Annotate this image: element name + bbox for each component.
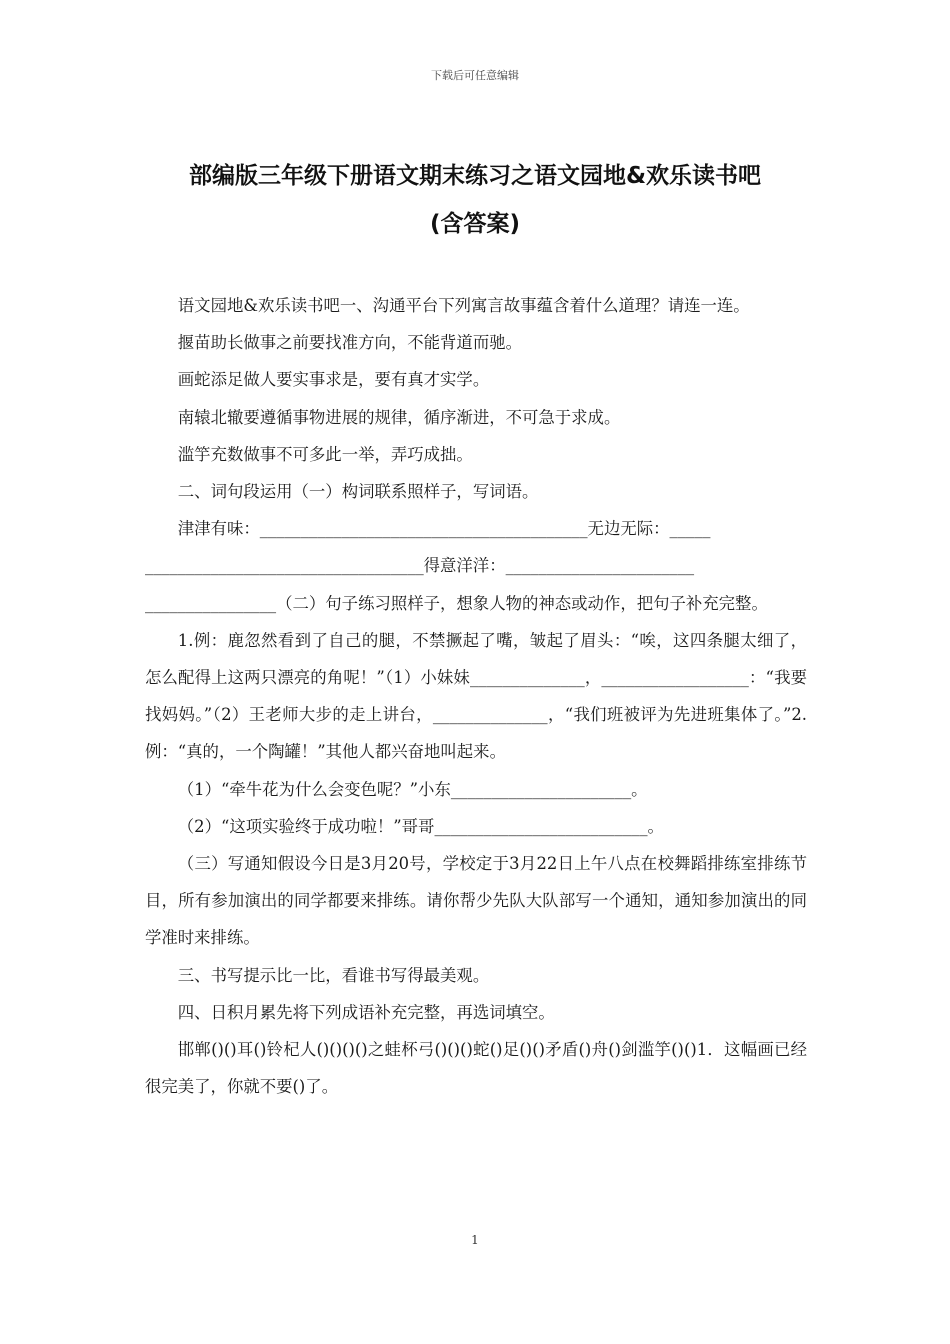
word-building-line: __________________________________得意洋洋：_______________________: [145, 556, 695, 576]
fable-item: 南辕北辙要遵循事物进展的规律，循序渐进，不可急于求成。: [177, 407, 621, 427]
section-2-heading: 二、词句段运用（一）构词联系照样子，写词语。: [177, 482, 539, 502]
fill-in-item: （1）“牵牛花为什么会变色呢？”小东______________________。: [177, 779, 648, 799]
document-body: [145, 287, 807, 1105]
fill-in-item: （2）“这项实验终于成功啦！”哥哥__________________________。: [177, 816, 664, 836]
section-3-heading: 三、书写提示比一比，看谁书写得最美观。: [177, 965, 490, 985]
fable-item: 画蛇添足做人要实事求是，要有真才实学。: [177, 370, 490, 390]
section-4-heading: 四、日积月累先将下列成语补充完整，再选词填空。: [177, 1002, 555, 1022]
section-1-intro: 语文园地&欢乐读书吧一、沟通平台下列寓言故事蕴含着什么道理？请连一连。: [177, 296, 750, 315]
page-header-note: 下载后可任意编辑: [431, 69, 519, 82]
word-building-line: 津津有味：________________________________________无边无际：_____: [177, 519, 711, 539]
document-title: 部编版三年级下册语文期末练习之语文园地&欢乐读书吧: [188, 163, 762, 189]
fable-item: 揠苗助长做事之前要找准方向，不能背道而驰。: [177, 333, 522, 353]
sentence-practice-intro: ________________（二）句子练习照样子，想象人物的神态或动作，把句子补充完整。: [145, 593, 768, 613]
notice-writing-task: （三）写通知假设今日是3月20号，学校定于3月22日上午八点在校舞蹈排练室排练节目，所有参加演出的同学都要来排练。请你帮少先队大队部写一个通知，通知参加演出的同学准时来排练。: [145, 854, 807, 948]
idiom-fill-in: 邯郸()()耳()铃杞人()()()()之蛙杯弓()()()蛇()足()()矛盾()舟()剑滥竽()()1．这幅画已经很完美了，你就不要()了。: [145, 1040, 807, 1097]
sentence-practice-examples: 1.例：鹿忽然看到了自己的腿，不禁撅起了嘴，皱起了眉头：“唉，这四条腿太细了，怎么配得上这两只漂亮的角呢！”（1）小妹妹______________，__________________：“我要找妈妈。”（2）王老师大步的走上讲台，______________，“我们班被评为先进班集体了。”2.例：“真的，一个陶罐！”其他人都兴奋地叫起来。: [145, 630, 807, 762]
page-number: 1: [471, 1233, 479, 1247]
document-subtitle: (含答案): [429, 211, 521, 237]
fable-item: 滥竽充数做事不可多此一举，弄巧成拙。: [177, 444, 473, 464]
